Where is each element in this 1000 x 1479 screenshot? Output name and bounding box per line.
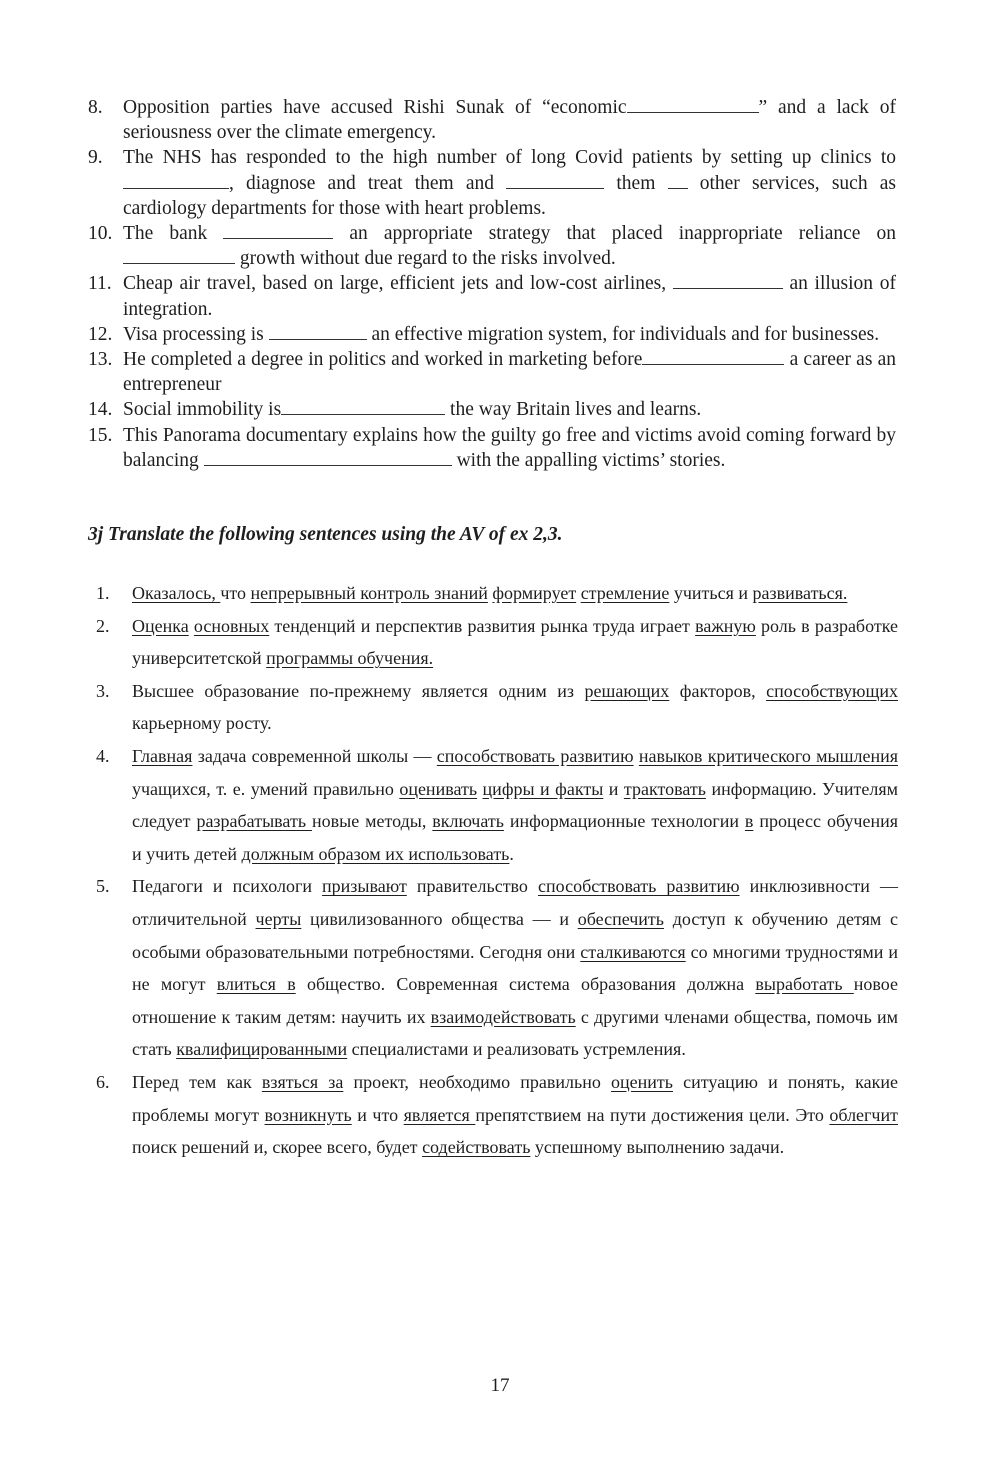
underlined-phrase: обеспечить xyxy=(577,908,665,929)
underlined-phrase: непрерывный контроль знаний xyxy=(250,583,488,603)
item-text: учащихся, т. е. умений правильно xyxy=(132,778,400,799)
underlined-phrase: оценить xyxy=(611,1071,674,1092)
item-text: This Panorama documentary explains how the guilty go free and victims avoid coming forward by balancing xyxy=(123,424,896,471)
item-text: Cheap air travel, based on large, efficient jets and low-cost airlines, xyxy=(123,273,673,295)
answer-blank xyxy=(673,272,783,289)
section-heading: 3j Translate the following sentences using the AV of ex 2,3. xyxy=(88,524,563,545)
item-text: задача современной школы — xyxy=(192,745,437,766)
item-text: со многими трудностями и не могут xyxy=(132,941,899,995)
underlined-phrase: цифры и факты xyxy=(482,778,604,799)
item-text: процесс обучения и учить детей xyxy=(132,811,899,864)
list-item xyxy=(96,610,898,675)
underlined-phrase: основных xyxy=(193,615,270,636)
list-item xyxy=(88,221,896,271)
item-text: с другими членами общества, помочь им стать xyxy=(132,1006,898,1060)
underlined-phrase: Оценка xyxy=(132,615,189,636)
answer-blank xyxy=(123,172,229,189)
item-text: роль в разработке университетской xyxy=(132,615,899,669)
item-text: тенденций и перспектив развития рынка труда играет xyxy=(269,615,696,636)
item-text: препятствием на пути достижения цели. Это xyxy=(475,1104,830,1125)
underlined-phrase: стремление xyxy=(580,583,670,603)
item-number: 1. xyxy=(96,583,110,603)
underlined-phrase: возникнуть xyxy=(264,1104,352,1125)
underlined-phrase: включать xyxy=(432,811,504,832)
answer-blank xyxy=(223,222,333,239)
item-text: инклюзивности — отличительной xyxy=(132,876,898,929)
item-text: ” and a lack of seriousness over the climate emergency. xyxy=(123,97,896,144)
underlined-phrase: важную xyxy=(695,615,756,636)
underlined-phrase: способствующих xyxy=(766,680,898,701)
item-number: 3. xyxy=(96,680,110,701)
item-text: специалистами и реализовать устремления. xyxy=(347,1039,686,1060)
list-item xyxy=(88,95,896,145)
item-number: 6. xyxy=(96,1071,110,1092)
underlined-phrase: взяться за xyxy=(261,1071,344,1092)
answer-blank xyxy=(506,172,604,189)
underlined-phrase: выработать xyxy=(755,974,854,995)
item-text: успешному выполнению задачи. xyxy=(530,1137,785,1158)
underlined-phrase: разрабатывать xyxy=(196,811,312,832)
underlined-phrase: способствовать развитию xyxy=(538,876,740,897)
item-text: общество. Современная система образования должна xyxy=(295,974,756,995)
item-number: 13. xyxy=(88,349,113,371)
answer-blank xyxy=(642,348,784,365)
answer-blank xyxy=(281,398,445,415)
underlined-phrase: взаимодействовать xyxy=(430,1006,576,1027)
list-item xyxy=(88,145,896,221)
item-text: и что xyxy=(351,1104,404,1125)
item-text: проект, необходимо правильно xyxy=(343,1071,612,1092)
underlined-phrase: Главная xyxy=(132,745,193,766)
list-item xyxy=(88,322,896,347)
item-text: ситуацию и понять, какие проблемы могут xyxy=(132,1071,898,1125)
answer-blank xyxy=(269,323,367,340)
underlined-phrase: формирует xyxy=(492,583,577,603)
page-number: 17 xyxy=(490,1375,510,1396)
underlined-phrase: развиваться. xyxy=(752,583,848,603)
item-text: Высшее образование по-прежнему является одним из xyxy=(132,680,585,701)
list-item xyxy=(88,397,896,422)
underlined-phrase: в xyxy=(744,811,754,832)
underlined-phrase: квалифицированными xyxy=(176,1039,348,1060)
item-text: He completed a degree in politics and worked in marketing before xyxy=(123,349,643,371)
answer-blank xyxy=(123,247,235,264)
answer-blank xyxy=(627,96,759,113)
item-text: новые методы, xyxy=(311,811,433,832)
item-text: цивилизованного общества — и xyxy=(301,908,578,929)
item-text: a career as an entrepreneur xyxy=(123,349,896,396)
list-item xyxy=(88,347,896,397)
exercise-list-english xyxy=(88,95,896,473)
item-text: карьерному росту. xyxy=(132,713,272,734)
item-number: 11. xyxy=(88,273,112,295)
item-text: with the appalling victims’ stories. xyxy=(451,449,726,471)
item-text: Social immobility is xyxy=(123,399,282,421)
underlined-phrase: трактовать xyxy=(623,778,706,799)
answer-blank xyxy=(204,449,452,466)
underlined-phrase: влиться в xyxy=(216,974,296,995)
item-text: an illusion of integration. xyxy=(123,273,896,320)
item-text: The NHS has responded to the high number of long Covid patients by setting up clinics to xyxy=(123,147,896,169)
item-text: доступ к обучению детям с особыми образовательными потребностями. Сегодня они xyxy=(132,908,899,962)
underlined-phrase: должным образом их использовать xyxy=(241,843,510,864)
item-number: 4. xyxy=(96,745,110,766)
underlined-phrase: Оказалось, xyxy=(132,583,221,603)
item-text: Opposition parties have accused Rishi Sunak of “economic xyxy=(123,97,627,118)
item-number: 12. xyxy=(88,323,113,345)
list-item xyxy=(96,577,898,610)
item-number: 9. xyxy=(88,147,103,169)
item-text: правительство xyxy=(406,876,539,897)
item-text: , diagnose and treat them and xyxy=(229,172,507,194)
item-text: новое отношение к таким детям: научить их xyxy=(132,974,899,1027)
item-number: 15. xyxy=(88,424,113,446)
item-text: them xyxy=(604,172,668,194)
item-text: и xyxy=(603,778,624,799)
item-text: что xyxy=(220,583,251,603)
item-text: информационные технологии xyxy=(503,811,745,832)
item-text: other services, such as cardiology departments for those with heart problems. xyxy=(123,172,897,219)
list-item xyxy=(96,740,898,870)
item-number: 2. xyxy=(96,615,110,636)
item-number: 5. xyxy=(96,876,110,897)
underlined-phrase: решающих xyxy=(584,680,670,701)
underlined-phrase: черты xyxy=(255,908,302,929)
underlined-phrase: призывают xyxy=(322,876,407,897)
underlined-phrase: является xyxy=(403,1104,476,1125)
item-number: 14. xyxy=(88,399,113,421)
item-text: . xyxy=(509,843,514,864)
list-item xyxy=(88,423,896,473)
translation-list-russian xyxy=(96,577,898,1164)
item-text: an appropriate strategy that placed inappropriate reliance on xyxy=(333,223,896,245)
answer-blank xyxy=(668,172,688,189)
list-item xyxy=(96,870,898,1066)
item-text: an effective migration system, for individuals and for businesses. xyxy=(366,323,880,345)
item-text: поиск решений и, скорее всего, будет xyxy=(132,1137,423,1158)
item-number: 8. xyxy=(88,97,103,118)
item-text: The bank xyxy=(123,223,224,245)
list-item xyxy=(96,675,898,740)
item-text: информацию. Учителям следует xyxy=(132,778,898,832)
underlined-phrase: облегчит xyxy=(829,1104,898,1125)
underlined-phrase: сталкиваются xyxy=(580,941,686,962)
item-text: факторов, xyxy=(669,680,767,701)
item-text: the way Britain lives and learns. xyxy=(445,399,702,421)
underlined-phrase: способствовать развитию xyxy=(436,745,634,766)
underlined-phrase: оценивать xyxy=(399,778,478,799)
item-text: Педагоги и психологи xyxy=(132,876,323,897)
item-text: учиться и xyxy=(669,583,753,603)
item-number: 10. xyxy=(88,223,113,245)
item-text: Перед тем как xyxy=(132,1071,262,1092)
item-text: growth without due regard to the risks involved. xyxy=(235,248,616,270)
list-item xyxy=(88,271,896,321)
item-text: Visa processing is xyxy=(123,323,269,345)
underlined-phrase: содействовать xyxy=(422,1137,531,1158)
underlined-phrase: программы обучения. xyxy=(266,648,434,669)
list-item xyxy=(96,1066,898,1164)
underlined-phrase: навыков критического мышления xyxy=(638,745,898,766)
